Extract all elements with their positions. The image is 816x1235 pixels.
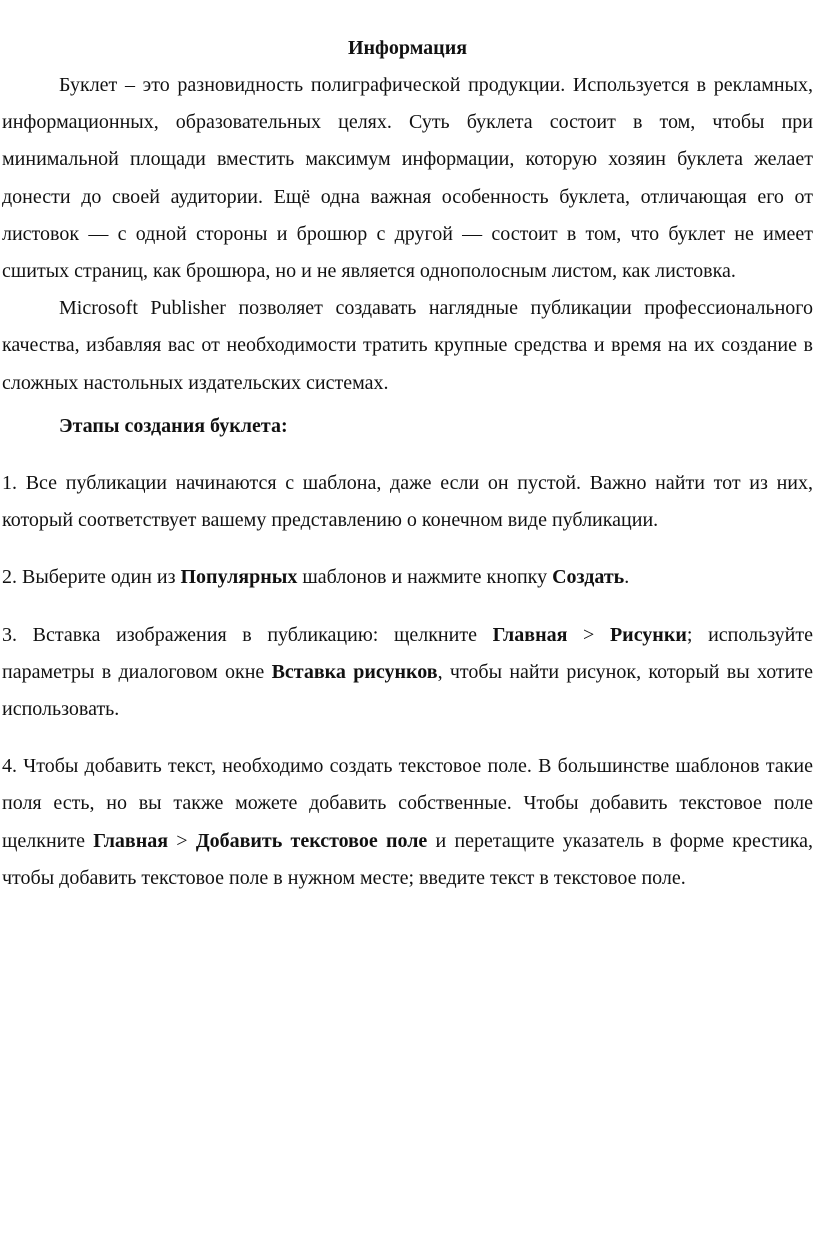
paragraph-publisher-description: Microsoft Publisher позволяет создавать наглядные публикации профессионального качества, избавляя вас от необходимости тратить крупные средства и время на их создание в сложных настольных издательских системах.: [2, 297, 813, 394]
step-2: [2, 559, 813, 596]
step-2-bold-popular: Популярных: [180, 566, 298, 589]
step-2-text-2: шаблонов и нажмите кнопку: [297, 566, 553, 589]
document-title: Информация: [347, 37, 468, 59]
step-4-text-2: >: [168, 829, 196, 852]
paragraph-booklet-definition: Буклет – это разновидность полиграфической продукции. Используется в рекламных, информационных, образовательных целях. Суть буклета состоит в том, чтобы при минимальной площади вместить максимум информации, которую хозяин буклета желает донести до своей аудитории. Ещё одна важная особенность буклета, отличающая его от листовок — с одной стороны и брошюр с другой — состоит в том, что буклет не имеет сшитых страниц, как брошюра, но и не является однополосным листом, как листовка.: [2, 74, 813, 283]
step-2-text-1: 2. Выберите один из: [2, 566, 181, 589]
step-2-text-3: .: [624, 566, 630, 589]
step-3-bold-pictures: Рисунки: [609, 623, 687, 646]
step-3-text-4: , чтобы найти рисунок, который вы хотите использовать.: [2, 660, 813, 721]
step-2-bold-create: Создать: [552, 566, 625, 589]
steps-heading: Этапы создания буклета:: [59, 414, 288, 437]
step-4-bold-home: Главная: [93, 829, 169, 852]
step-3-text-3: ; используйте параметры в диалоговом окне: [2, 623, 813, 683]
step-4: [2, 748, 813, 897]
step-1: 1. Все публикации начинаются с шаблона, даже если он пустой. Важно найти тот из них, который соответствует вашему представлению о конечном виде публикации.: [2, 472, 813, 532]
step-3: [2, 617, 813, 729]
step-3-text-1: 3. Вставка изображения в публикацию: щелкните: [2, 623, 493, 646]
step-3-bold-insert-pictures: Вставка рисунков: [271, 660, 438, 683]
step-3-text-2: >: [567, 623, 610, 646]
document-page: [2, 30, 813, 897]
step-4-text-3: и перетащите указатель в форме крестика, чтобы добавить текстовое поле в нужном месте; введите текст в текстовое поле.: [2, 829, 813, 889]
step-4-text-1: 4. Чтобы добавить текст, необходимо создать текстовое поле. В большинстве шаблонов такие поля есть, но вы также можете добавить собственные. Чтобы добавить текстовое поле щелкните: [2, 755, 813, 852]
step-3-bold-home: Главная: [492, 623, 568, 646]
step-4-bold-add-text-box: Добавить текстовое поле: [195, 829, 428, 852]
